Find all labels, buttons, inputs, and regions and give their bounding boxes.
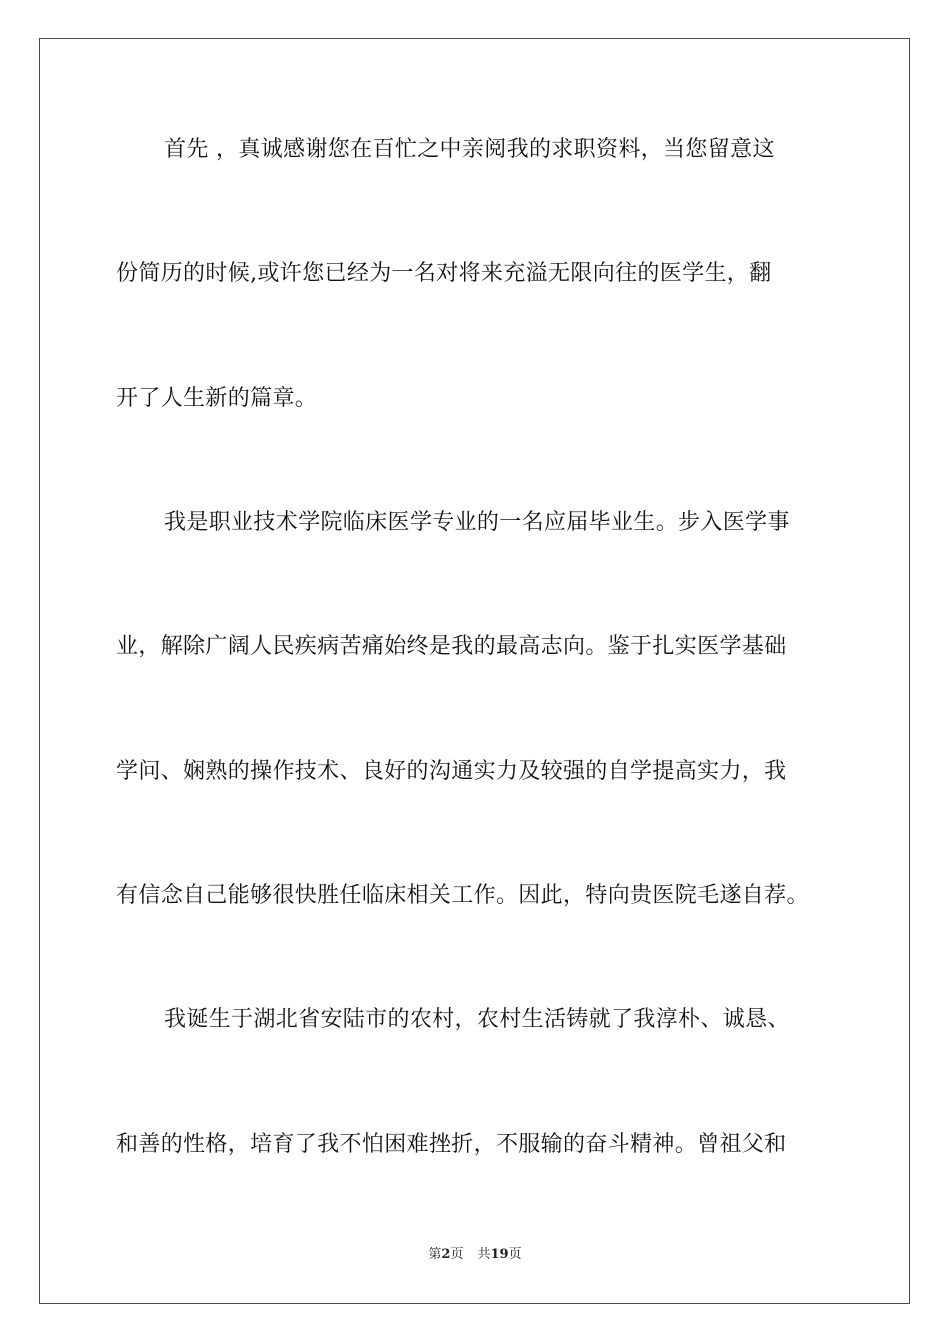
page-suffix: 页 (450, 1247, 464, 1262)
page-footer (0, 1246, 950, 1264)
paragraph-3-line-1: 我诞生于湖北省安陆市的农村，农村生活铸就了我淳朴、诚恳、 (164, 1007, 790, 1032)
paragraph-3-line-2: 和善的性格，培育了我不怕困难挫折，不服输的奋斗精神。曾祖父和 (116, 1132, 787, 1157)
page-prefix: 第 (428, 1247, 442, 1262)
paragraph-2-line-4: 有信念自己能够很快胜任临床相关工作。因此，特向贵医院毛遂自荐。 (116, 883, 809, 908)
paragraph-1-line-3: 开了人生新的篇章。 (116, 386, 318, 411)
page-border (39, 38, 910, 1304)
total-suffix: 页 (508, 1247, 522, 1262)
paragraph-2-line-2: 业，解除广阔人民疾病苦痛始终是我的最高志向。鉴于扎实医学基础 (116, 634, 787, 659)
paragraph-1-line-2: 份简历的时候,或许您已经为一名对将来充溢无限向往的医学生，翻 (116, 261, 772, 286)
paragraph-1-line-1: 首先 ，真诚感谢您在百忙之中亲阅我的求职资料，当您留意这 (164, 137, 775, 162)
page-number: 2 (441, 1247, 451, 1262)
total-prefix: 共 (477, 1247, 491, 1262)
paragraph-2-line-3: 学问、娴熟的操作技术、良好的沟通实力及较强的自学提高实力，我 (116, 759, 787, 784)
total-pages: 19 (490, 1247, 509, 1262)
paragraph-2-line-1: 我是职业技术学院临床医学专业的一名应届毕业生。步入医学事 (164, 510, 790, 535)
